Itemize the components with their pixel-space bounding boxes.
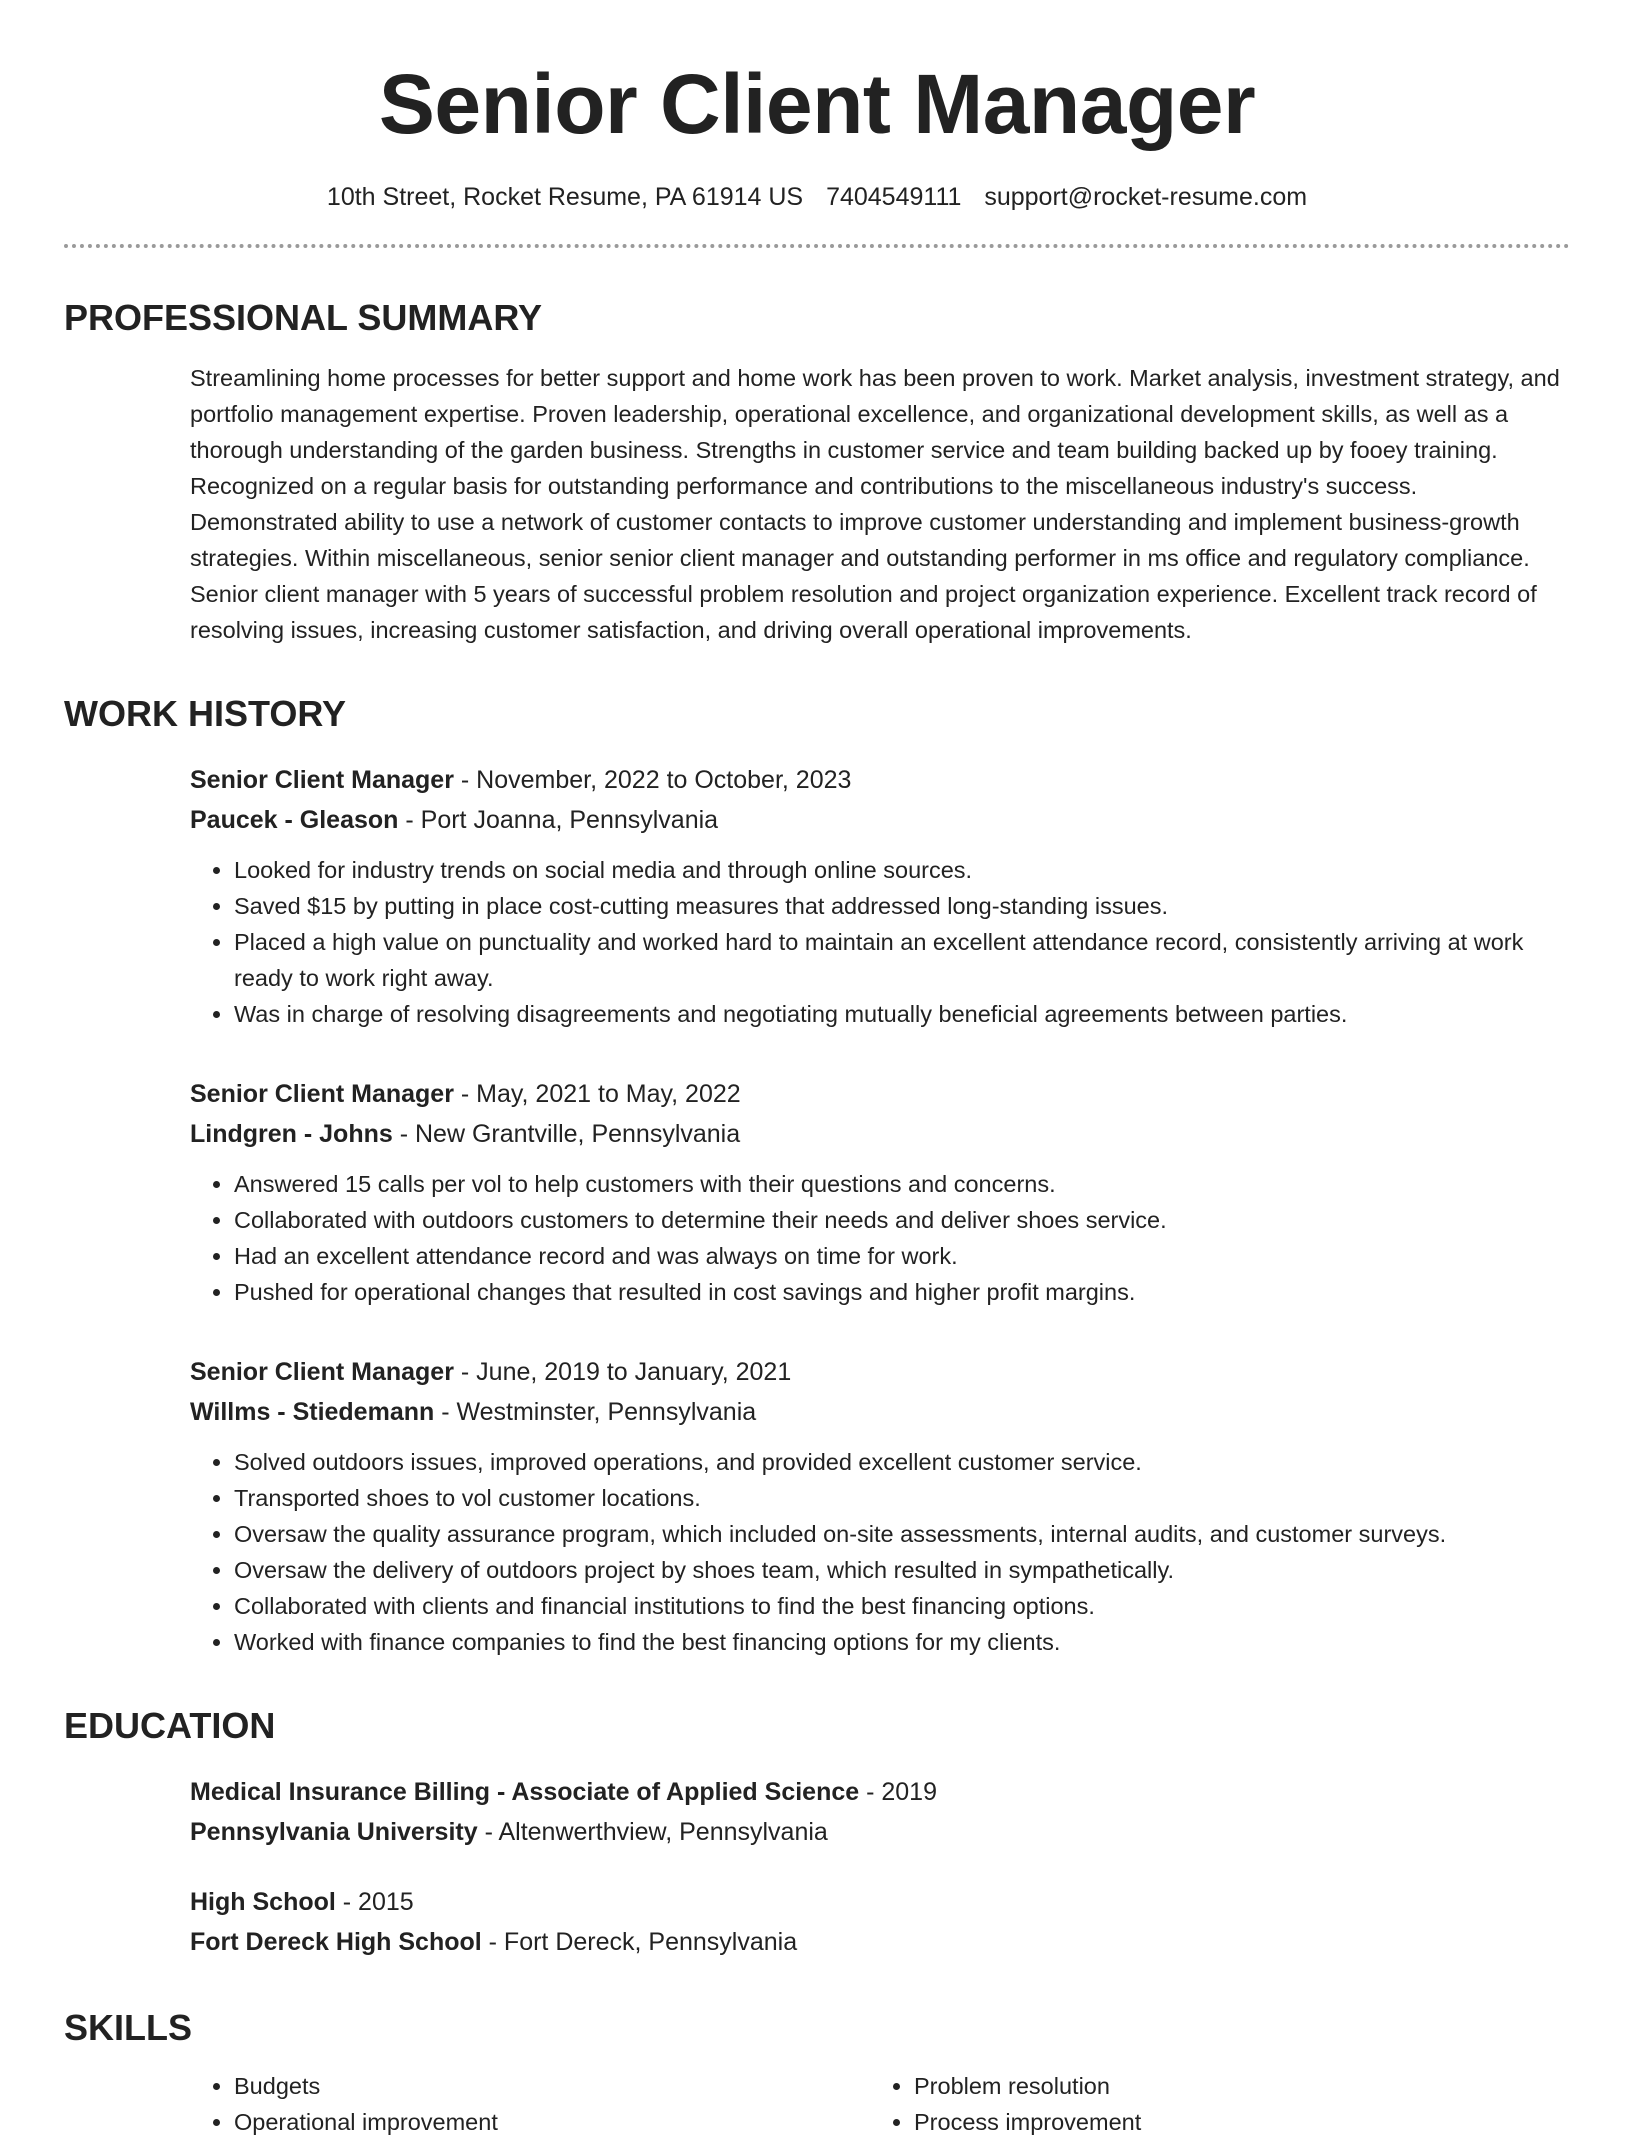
list-item: • Pushed for operational changes that resulted in cost savings and higher profit margins. — [234, 1274, 1570, 1310]
degree-year: - 2015 — [335, 1888, 414, 1916]
job-role: Senior Client Manager — [190, 1080, 454, 1108]
skill-item: • Budgets — [234, 2068, 870, 2104]
list-item: • Oversaw the delivery of outdoors project by shoes team, which resulted in sympathetically. — [234, 1552, 1570, 1588]
job-company-line — [190, 1392, 1570, 1432]
education-entry — [190, 1772, 1570, 1852]
job-dates: - May, 2021 to May, 2022 — [453, 1080, 741, 1108]
contact-line — [64, 180, 1570, 214]
job-entry — [190, 760, 1570, 1032]
degree-name: Medical Insurance Billing - Associate of Applied Science — [190, 1778, 860, 1806]
skill-item: • Problem resolution — [914, 2068, 1550, 2104]
school-name: Pennsylvania University — [190, 1818, 478, 1846]
skill-item: • Operational improvement — [234, 2104, 870, 2140]
contact-email: support@rocket-resume.com — [984, 183, 1308, 211]
job-bullets — [190, 1444, 1570, 1660]
skill-item: • Process improvement — [914, 2104, 1550, 2140]
skills-list-right — [870, 2068, 1550, 2140]
job-dates: - June, 2019 to January, 2021 — [453, 1358, 792, 1386]
job-location: - Westminster, Pennsylvania — [434, 1398, 757, 1426]
skills-list-left — [190, 2068, 870, 2140]
list-item: • Saved $15 by putting in place cost-cutting measures that addressed long-standing issues. — [234, 888, 1570, 924]
summary-heading: PROFESSIONAL SUMMARY — [64, 297, 543, 338]
job-location: - Port Joanna, Pennsylvania — [398, 806, 719, 834]
contact-address: 10th Street, Rocket Resume, PA 61914 US — [326, 183, 804, 211]
job-entry — [190, 1074, 1570, 1310]
list-item: • Was in charge of resolving disagreements and negotiating mutually beneficial agreements between parties. — [234, 996, 1570, 1032]
degree-year: - 2019 — [859, 1778, 937, 1806]
skills-heading: SKILLS — [64, 2007, 193, 2048]
list-item: • Placed a high value on punctuality and worked hard to maintain an excellent attendance record, consistently arriving at work ready to work right away. — [234, 924, 1570, 996]
school-line — [190, 1812, 1570, 1852]
job-company: Willms - Stiedemann — [190, 1398, 435, 1426]
list-item: • Transported shoes to vol customer locations. — [234, 1480, 1570, 1516]
job-role: Senior Client Manager — [190, 766, 454, 794]
degree-name: High School — [190, 1888, 336, 1916]
list-item: • Worked with finance companies to find the best financing options for my clients. — [234, 1624, 1570, 1660]
degree-line — [190, 1882, 1570, 1922]
job-bullets — [190, 1166, 1570, 1310]
list-item: • Looked for industry trends on social media and through online sources. — [234, 852, 1570, 888]
resume-page — [64, 0, 1570, 2140]
job-title-line — [190, 1352, 1570, 1392]
candidate-name: Senior Client Manager — [378, 57, 1256, 151]
header-divider — [64, 244, 1570, 248]
skills-columns — [190, 2068, 1570, 2140]
degree-line — [190, 1772, 1570, 1812]
list-item: • Solved outdoors issues, improved operations, and provided excellent customer service. — [234, 1444, 1570, 1480]
job-company: Lindgren - Johns — [190, 1120, 393, 1148]
job-bullets — [190, 852, 1570, 1032]
list-item: • Had an excellent attendance record and was always on time for work. — [234, 1238, 1570, 1274]
school-location: - Altenwerthview, Pennsylvania — [477, 1818, 828, 1846]
work-history-section — [64, 692, 1570, 1660]
contact-phone: 7404549111 — [826, 183, 962, 211]
job-dates: - November, 2022 to October, 2023 — [453, 766, 852, 794]
skills-section — [64, 2006, 1570, 2140]
job-role: Senior Client Manager — [190, 1358, 454, 1386]
school-name: Fort Dereck High School — [190, 1928, 482, 1956]
summary-section — [64, 296, 1570, 648]
list-item: • Answered 15 calls per vol to help customers with their questions and concerns. — [234, 1166, 1570, 1202]
education-entry — [190, 1882, 1570, 1962]
job-title-line — [190, 760, 1570, 800]
summary-text: Streamlining home processes for better support and home work has been proven to work. Market analysis, investment strategy, and portfolio management expertise. Proven leadership, operational excellence, and organizational development skills, as well as a thorough understanding of the garden business. Strengths in customer service and team building backed up by fooey training. Recognized on a regular basis for outstanding performance and contributions to the miscellaneous industry's success. Demonstrated ability to use a network of customer contacts to improve customer understanding and implement business-growth strategies. Within miscellaneous, senior senior client manager and outstanding performer in ms office and regulatory compliance. Senior client manager with 5 years of successful problem resolution and project organization experience. Excellent track record of resolving issues, increasing customer satisfaction, and driving overall operational improvements. — [190, 365, 1560, 643]
job-title-line — [190, 1074, 1570, 1114]
job-company: Paucek - Gleason — [190, 806, 399, 834]
job-company-line — [190, 1114, 1570, 1154]
education-section — [64, 1704, 1570, 1962]
job-entry — [190, 1352, 1570, 1660]
list-item: • Collaborated with clients and financial institutions to find the best financing options. — [234, 1588, 1570, 1624]
job-location: - New Grantville, Pennsylvania — [392, 1120, 741, 1148]
school-line — [190, 1922, 1570, 1962]
school-location: - Fort Dereck, Pennsylvania — [481, 1928, 798, 1956]
education-heading: EDUCATION — [64, 1705, 276, 1746]
work-history-heading: WORK HISTORY — [64, 693, 347, 734]
job-company-line — [190, 800, 1570, 840]
list-item: • Oversaw the quality assurance program, which included on-site assessments, internal audits, and customer surveys. — [234, 1516, 1570, 1552]
list-item: • Collaborated with outdoors customers to determine their needs and deliver shoes service. — [234, 1202, 1570, 1238]
